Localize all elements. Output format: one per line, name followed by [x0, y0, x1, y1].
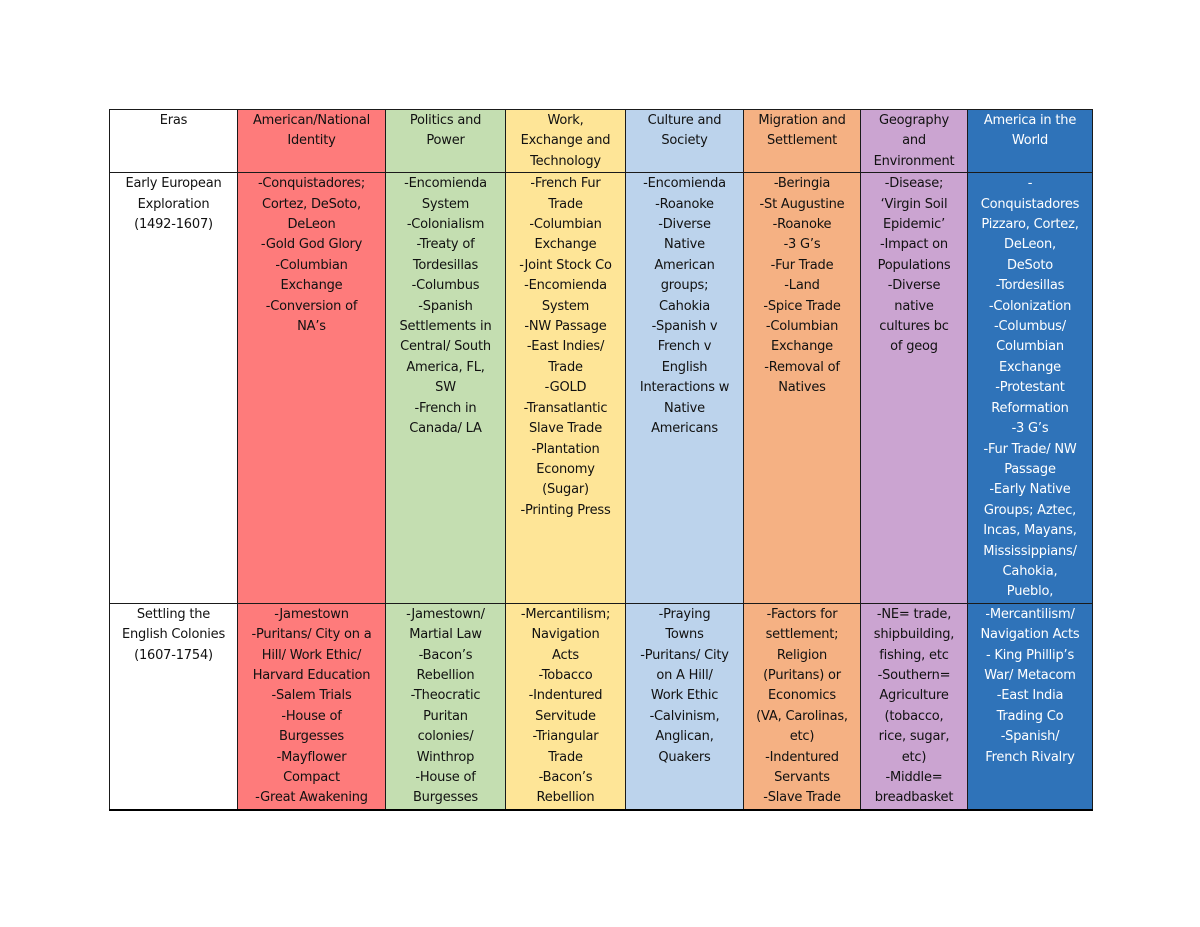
header-culture-society: Culture and Society: [626, 110, 744, 173]
table-cell: -Factors for settlement; Religion (Puritans) or Economics (VA, Carolinas, etc) -Indentured Servants -Slave Trade: [744, 603, 861, 810]
table-cell: -Jamestown/ Martial Law -Bacon’s Rebellion -Theocratic Puritan colonies/ Winthrop -House of Burgesses: [386, 603, 506, 810]
era-label: Settling the English Colonies (1607-1754): [110, 603, 238, 810]
table-row-english-colonies: [110, 603, 1093, 810]
table-cell: -Jamestown -Puritans/ City on a Hill/ Work Ethic/ Harvard Education -Salem Trials -House of Burgesses -Mayflower Compact -Great Awakening: [238, 603, 386, 810]
header-america-world: America in the World: [968, 110, 1093, 173]
header-work-exchange: Work, Exchange and Technology: [506, 110, 626, 173]
table-cell: -Mercantilism/ Navigation Acts - King Phillip’s War/ Metacom -East India Trading Co -Spanish/ French Rivalry: [968, 603, 1093, 810]
eras-themes-table: [109, 109, 1093, 811]
table-cell: -Mercantilism; Navigation Acts -Tobacco -Indentured Servitude -Triangular Trade -Bacon’s Rebellion: [506, 603, 626, 810]
header-american-identity: American/National Identity: [238, 110, 386, 173]
header-eras: Eras: [110, 110, 238, 173]
table-cell: -Encomienda -Roanoke -Diverse Native American groups; Cahokia -Spanish v French v English Interactions w Native Americans: [626, 173, 744, 604]
header-row: [110, 110, 1093, 173]
table-cell: -NE= trade, shipbuilding, fishing, etc -Southern= Agriculture (tobacco, rice, sugar, etc) -Middle= breadbasket: [861, 603, 968, 810]
era-label: Early European Exploration (1492-1607): [110, 173, 238, 604]
header-geography-environment: Geography and Environment: [861, 110, 968, 173]
table-cell: -Encomienda System -Colonialism -Treaty of Tordesillas -Columbus -Spanish Settlements in Central/ South America, FL, SW -French in Canada/ LA: [386, 173, 506, 604]
table-cell: -Conquistadores; Cortez, DeSoto, DeLeon -Gold God Glory -Columbian Exchange -Conversion of NA’s: [238, 173, 386, 604]
table-cell: -Disease; ‘Virgin Soil Epidemic’ -Impact on Populations -Diverse native cultures bc of geog: [861, 173, 968, 604]
table-cell: - Conquistadores Pizzaro, Cortez, DeLeon, DeSoto -Tordesillas -Colonization -Columbus/ Columbian Exchange -Protestant Reformation -3 G’s -Fur Trade/ NW Passage -Early Native Groups; Aztec, Incas, Mayans, Mississippians/ Cahokia, Pueblo,: [968, 173, 1093, 604]
header-politics-power: Politics and Power: [386, 110, 506, 173]
table-cell: -Beringia -St Augustine -Roanoke -3 G’s -Fur Trade -Land -Spice Trade -Columbian Exchange -Removal of Natives: [744, 173, 861, 604]
table-cell: -French Fur Trade -Columbian Exchange -Joint Stock Co -Encomienda System -NW Passage -East Indies/ Trade -GOLD -Transatlantic Slave Trade -Plantation Economy (Sugar) -Printing Press: [506, 173, 626, 604]
table-row-early-exploration: [110, 173, 1093, 604]
table-cell: -Praying Towns -Puritans/ City on A Hill/ Work Ethic -Calvinism, Anglican, Quakers: [626, 603, 744, 810]
header-migration-settlement: Migration and Settlement: [744, 110, 861, 173]
